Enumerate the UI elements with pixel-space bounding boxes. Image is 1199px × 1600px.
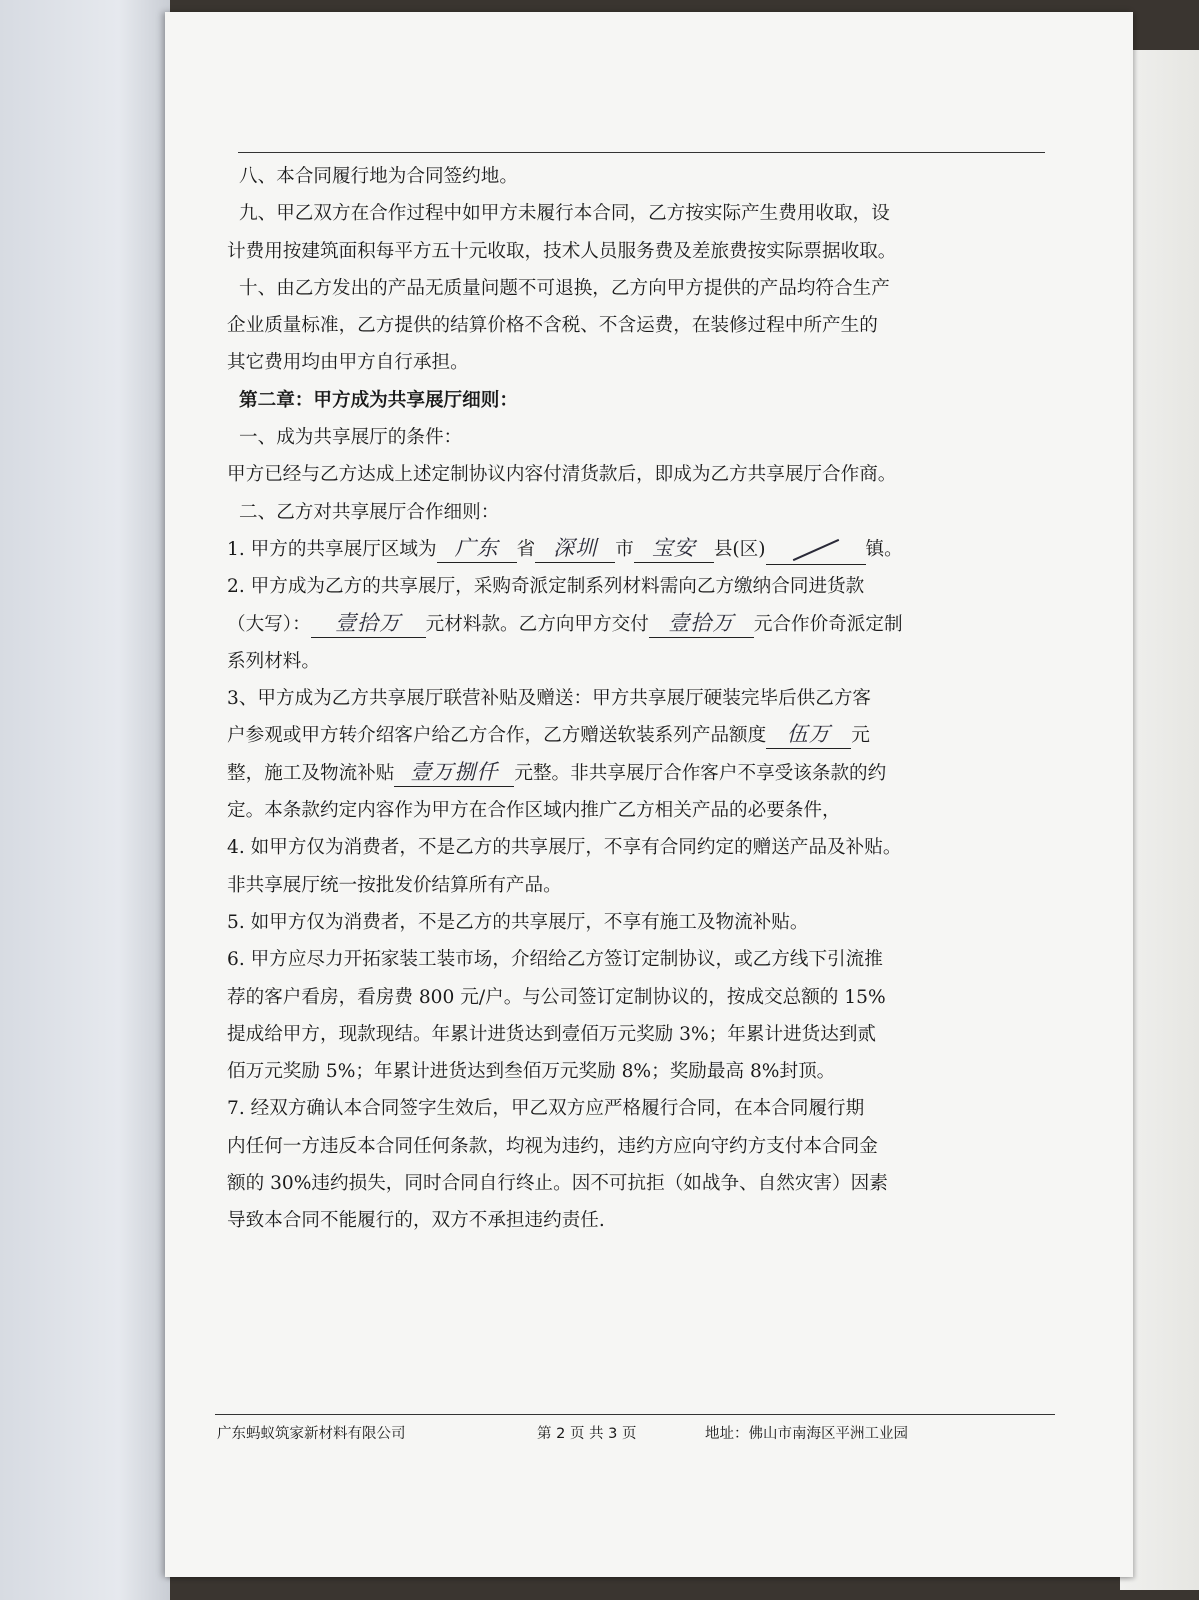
item-2-line-2 [227,606,987,643]
county-label: 县(区) [713,538,766,560]
subsidy-terms: 元整。非共享展厅合作客户不享受该条款的约 [514,762,887,784]
clause-10-line-3: 其它费用均由甲方自行承担。 [227,352,469,374]
item-2-line-3: 系列材料。 [227,650,320,672]
item-4-line-2: 非共享展厅统一按批发价结算所有产品。 [227,874,562,896]
item-1-region-line [227,531,987,568]
contract-page [165,12,1133,1577]
payment-amount-field: 壹拾万 [311,609,426,638]
logistics-subsidy-field: 壹万捌仟 [394,758,514,787]
province-label: 省 [516,538,536,560]
softwear-quota-field: 伍万 [766,720,851,749]
item-6-line-2: 荐的客户看房，看房费 800 元/户。与公司签订定制协议的，按成交总额的 15% [227,986,886,1008]
clause-10-line-1: 十、由乙方发出的产品无质量问题不可退换，乙方向甲方提供的产品均符合生产 [239,277,890,299]
city-field: 深圳 [535,534,615,563]
section-1-heading: 一、成为共享展厅的条件： [239,427,463,449]
item-7-line-2: 内任何一方违反本合同任何条款，均视为违约，违约方应向守约方支付本合同金 [227,1135,878,1157]
cooperation-price-label: 元合作价奇派定制 [753,613,903,635]
softwear-quota-label: 户参观或甲方转介绍客户给乙方合作，乙方赠送软装系列产品额度 [227,725,767,747]
item-2-line-1: 2. 甲方成为乙方的共享展厅，采购奇派定制系列材料需向乙方缴纳合同进货款 [227,576,865,598]
clause-9-line-2: 计费用按建筑面积每平方五十元收取，技术人员服务费及差旅费按实际票据收取。 [227,240,897,262]
county-field: 宝安 [634,534,714,563]
footer-company: 广东蚂蚁筑家新材料有限公司 [217,1426,406,1442]
item-6-line-1: 6. 甲方应尽力开拓家装工装市场，介绍给乙方签订定制协议，或乙方线下引流推 [227,949,883,971]
item-3-line-1: 3、甲方成为乙方共享展厅联营补贴及赠送：甲方共享展厅硬装完毕后供乙方客 [227,688,872,710]
city-label: 市 [615,538,634,560]
footer-address: 地址：佛山市南海区平洲工业园 [705,1426,908,1442]
town-label: 镇。 [865,538,903,560]
chapter-2-heading: 第二章：甲方成为共享展厅细则： [239,389,518,411]
item-6-line-3: 提成给甲方，现款现结。年累计进货达到壹佰万元奖励 3%；年累计进货达到贰 [227,1023,877,1045]
item-6-line-4: 佰万元奖励 5%；年累计进货达到叁佰万元奖励 8%；奖励最高 8%封顶。 [227,1061,836,1083]
province-field: 广东 [437,534,517,563]
material-payment-label: 元材料款。乙方向甲方交付 [425,613,649,635]
town-field [766,536,866,565]
footer-rule [215,1414,1055,1415]
clause-8: 八、本合同履行地为合同签约地。 [239,166,518,187]
delivery-amount-field: 壹拾万 [649,609,754,638]
yuan-label: 元 [851,725,870,747]
item-3-line-3 [227,755,987,792]
item-7-line-3: 额的 30%违约损失，同时合同自行终止。因不可抗拒（如战争、自然灾害）因素 [227,1173,888,1195]
item-3-line-2 [227,717,987,754]
item-1-label: 1. 甲方的共享展厅区域为 [227,538,437,560]
item-3-line-4: 定。本条款约定内容作为甲方在合作区域内推广乙方相关产品的必要条件， [227,800,841,822]
contract-body [227,158,987,1240]
clause-10-line-2: 企业质量标准，乙方提供的结算价格不含税、不含运费，在装修过程中所产生的 [227,315,878,337]
item-7-line-4: 导致本合同不能履行的，双方不承担违约责任. [227,1210,605,1232]
footer-page-info: 第 2 页 共 3 页 [537,1426,637,1442]
handwritten-slash-mark [792,539,838,561]
section-2-heading: 二、乙方对共享展厅合作细则： [239,501,500,523]
item-7-line-1: 7. 经双方确认本合同签字生效后，甲乙双方应严格履行合同，在本合同履行期 [227,1098,865,1120]
amount-caps-label: （大写）： [227,613,311,635]
clause-9-line-1: 九、甲乙双方在合作过程中如甲方未履行本合同，乙方按实际产生费用收取，设 [239,203,890,225]
item-5: 5. 如甲方仅为消费者，不是乙方的共享展厅，不享有施工及物流补贴。 [227,911,809,933]
header-rule [238,152,1045,153]
item-4-line-1: 4. 如甲方仅为消费者，不是乙方的共享展厅，不享有合同约定的赠送产品及补贴。 [227,837,902,859]
left-page-edge [0,0,170,1600]
section-1-body: 甲方已经与乙方达成上述定制协议内容付清货款后，即成为乙方共享展厅合作商。 [227,464,897,486]
logistics-subsidy-label: 整，施工及物流补贴 [227,762,395,784]
